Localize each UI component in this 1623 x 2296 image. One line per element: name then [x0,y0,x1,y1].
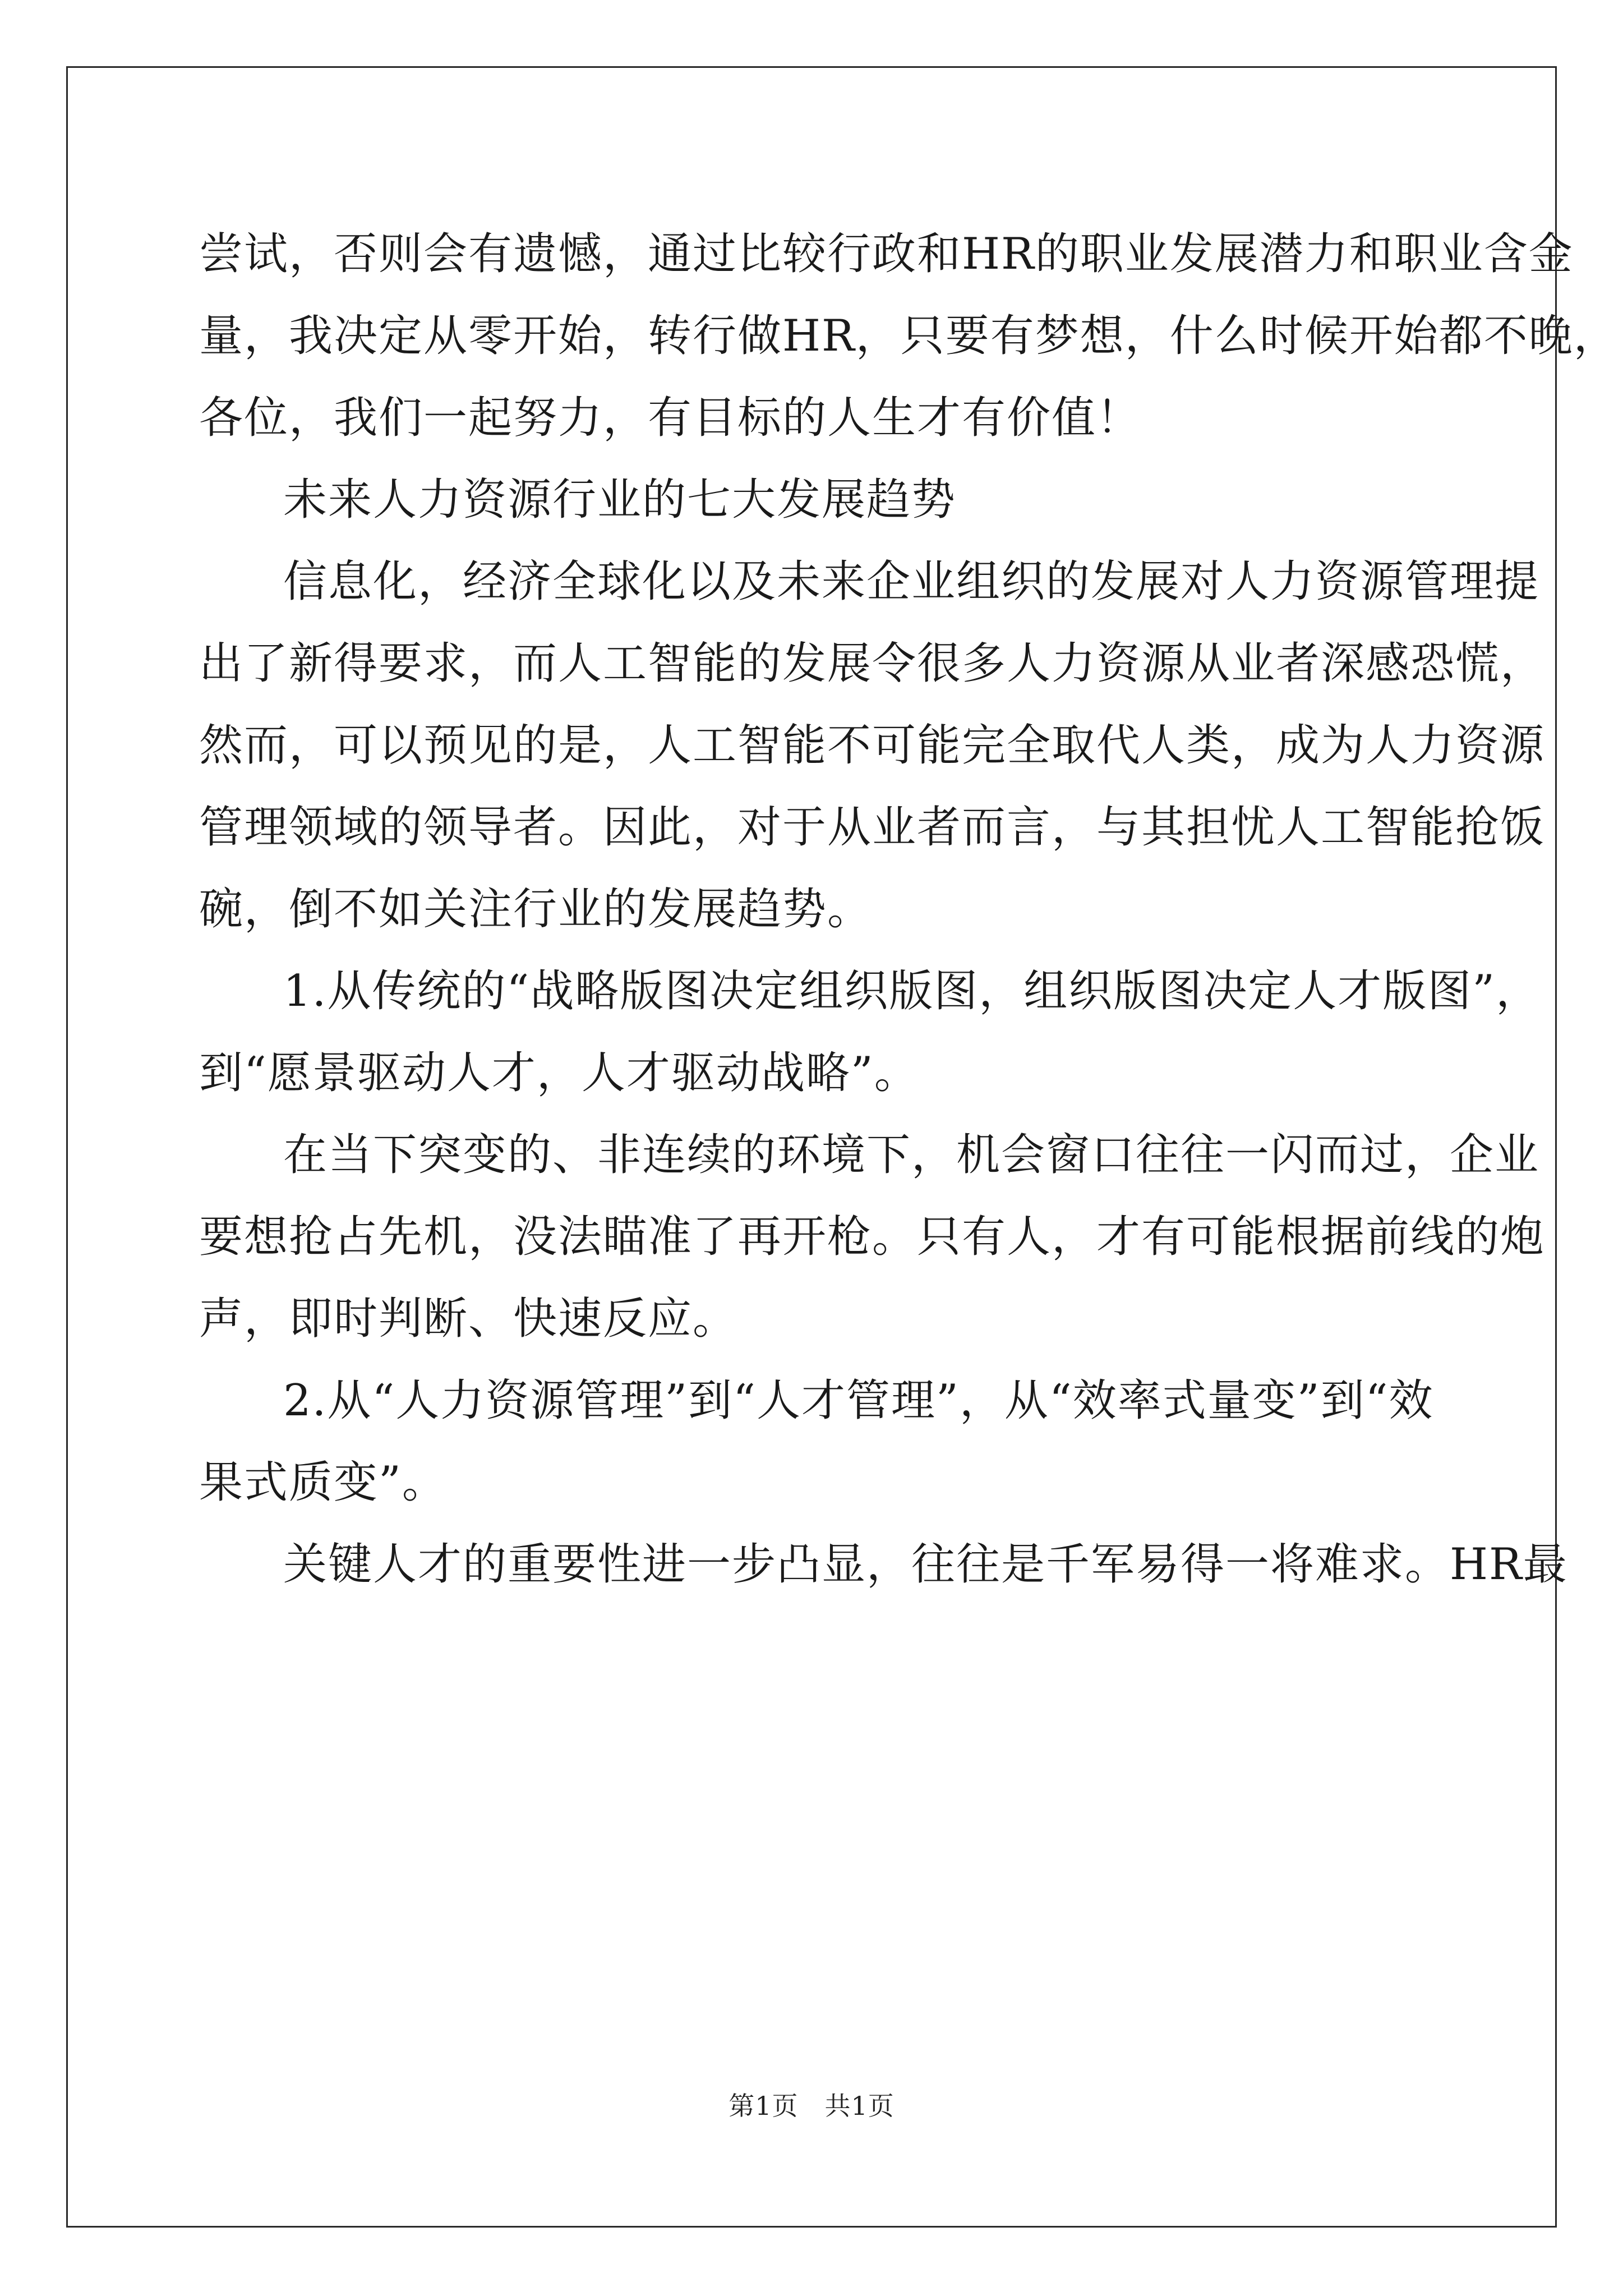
text-line: 然而，可以预见的是，人工智能不可能完全取代人类，成为人力资源 [199,720,1546,771]
text-line: 到“愿景驱动人才，人才驱动战略”。 [199,1048,919,1098]
page-footer: 第1页 共1页 [728,2091,895,2121]
text-line: 尝试，否则会有遗憾，通过比较行政和HR的职业发展潜力和职业含金 [199,229,1574,279]
list-item-heading: 2.从“人力资源管理”到“人才管理”，从“效率式量变”到“效 [283,1375,1434,1426]
text-line: 碗，倒不如关注行业的发展趋势。 [199,884,873,935]
text-line: 关键人才的重要性进一步凸显，往往是千军易得一将难求。HR最 [283,1539,1568,1590]
section-heading: 未来人力资源行业的七大发展趋势 [283,475,957,525]
text-line: 要想抢占先机，没法瞄准了再开枪。只有人，才有可能根据前线的炮 [199,1212,1546,1262]
text-line: 各位，我们一起努力，有目标的人生才有价值！ [199,393,1142,443]
text-line: 果式质变”。 [199,1457,447,1508]
list-item-heading: 1.从传统的“战略版图决定组织版图，组织版图决定人才版图”， [283,966,1541,1016]
document-body [199,213,1619,1605]
text-line: 声，即时判断、快速反应。 [199,1294,738,1344]
text-line: 信息化，经济全球化以及未来企业组织的发展对人力资源管理提 [283,556,1540,607]
text-line: 量，我决定从零开始，转行做HR，只要有梦想，什么时候开始都不晚， [199,311,1619,361]
text-line: 管理领域的领导者。因此，对于从业者而言，与其担忧人工智能抢饭 [199,802,1546,853]
text-line: 出了新得要求，而人工智能的发展令很多人力资源从业者深感恐慌， [199,638,1546,689]
text-line: 在当下突变的、非连续的环境下，机会窗口往往一闪而过，企业 [283,1130,1540,1180]
